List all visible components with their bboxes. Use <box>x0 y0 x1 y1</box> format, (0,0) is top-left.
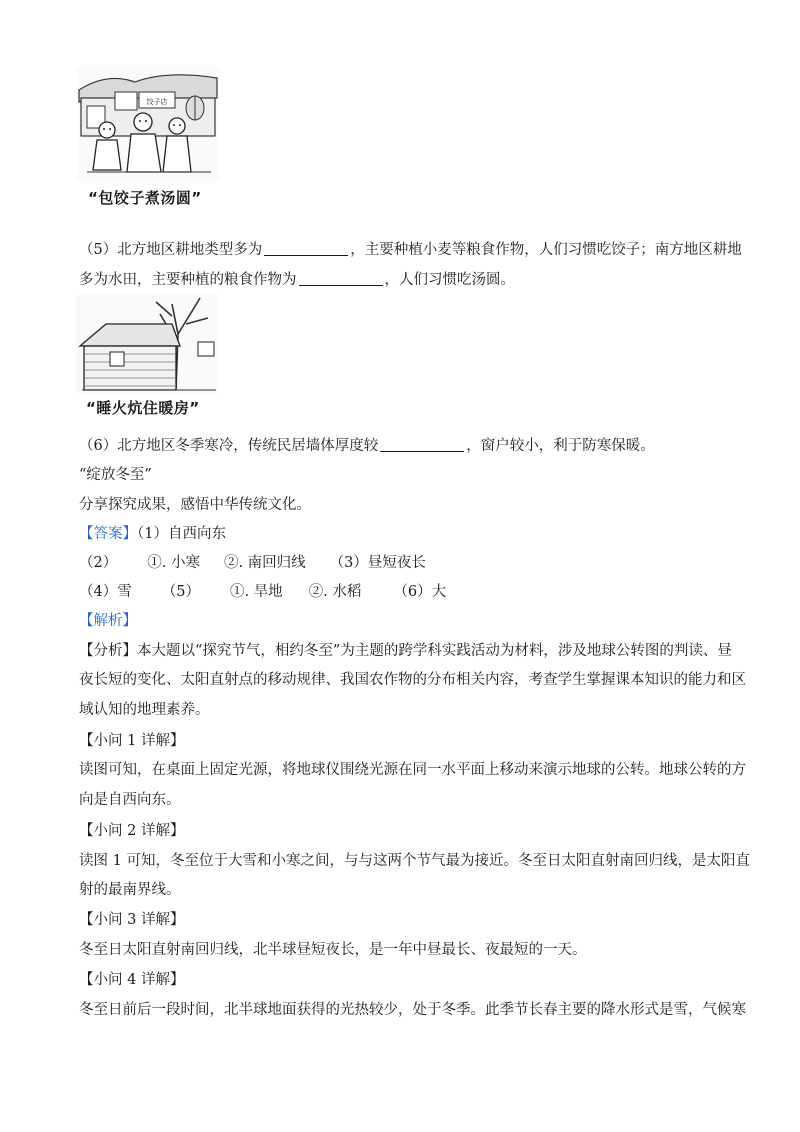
section-title: “绽放冬至” <box>79 467 152 483</box>
answer-row-2: （2） ①. 小寒 ②. 南回归线 （3）昼短夜长 <box>79 555 426 571</box>
detail-2-line-1: 读图 1 可知，冬至位于大雪和小寒之间，与与这两个节气最为接近。冬至日太阳直射南回归线，是太阳直 <box>79 853 750 869</box>
detail-3-line-1: 冬至日太阳直射南回归线，北半球昼短夜长，是一年中昼最长、夜最短的一天。 <box>79 942 587 958</box>
detail-2-heading: 【小问 2 详解】 <box>79 823 185 839</box>
detail-3-heading: 【小问 3 详解】 <box>79 912 185 928</box>
analysis-label: 【解析】 <box>79 613 137 629</box>
analysis-line-1: 【分析】本大题以“探究节气，相约冬至”为主题的跨学科实践活动为材料，涉及地球公转图的判读、昼 <box>79 643 732 659</box>
question-6-line: （6）北方地区冬季寒冷，传统民居墙体厚度较 ，窗户较小，利于防寒保暖。 <box>79 438 655 454</box>
detail-1-line-2: 向是自西向东。 <box>79 792 181 808</box>
q6-blank <box>380 437 464 452</box>
detail-1-heading: 【小问 1 详解】 <box>79 733 185 749</box>
question-5-line2: 多为水田，主要种植的粮食作物为 ，人们习惯吃汤圆。 <box>79 272 515 288</box>
section-text: 分享探究成果，感悟中华传统文化。 <box>79 497 311 513</box>
answer-row-3: （4）雪 （5） ①. 旱地 ②. 水稻 （6）大 <box>79 584 447 600</box>
detail-2-line-2: 射的最南界线。 <box>79 882 181 898</box>
q5-blank-2 <box>299 271 383 286</box>
figure2-caption: “睡火炕住暖房” <box>86 399 200 417</box>
figure1-caption: “包饺子煮汤圆” <box>88 189 202 207</box>
detail-4-line-1: 冬至日前后一段时间，北半球地面获得的光热较少，处于冬季。此季节长春主要的降水形式是雪，气候寒 <box>79 1002 746 1018</box>
detail-1-line-1: 读图可知，在桌面上固定光源，将地球仪围绕光源在同一水平面上移动来演示地球的公转。地球公转的方 <box>79 762 746 778</box>
question-5-line1: （5）北方地区耕地类型多为 ，主要种植小麦等粮食作物，人们习惯吃饺子；南方地区耕地 <box>79 242 742 258</box>
kang-house-sketch <box>76 294 218 394</box>
detail-4-heading: 【小问 4 详解】 <box>79 972 185 988</box>
shop-sign: 饺子店 <box>146 98 168 106</box>
answer-label: 【答案】 <box>79 526 137 542</box>
analysis-line-2: 夜长短的变化、太阳直射点的移动规律、我国农作物的分布相关内容，考查学生掌握课本知识的能力和区 <box>79 672 746 688</box>
dumpling-street-sketch <box>77 68 219 180</box>
analysis-line-3: 域认知的地理素养。 <box>79 702 210 718</box>
q5-blank-1 <box>264 241 348 256</box>
answer-row-1: 【答案】（1）自西向东 <box>79 526 226 542</box>
